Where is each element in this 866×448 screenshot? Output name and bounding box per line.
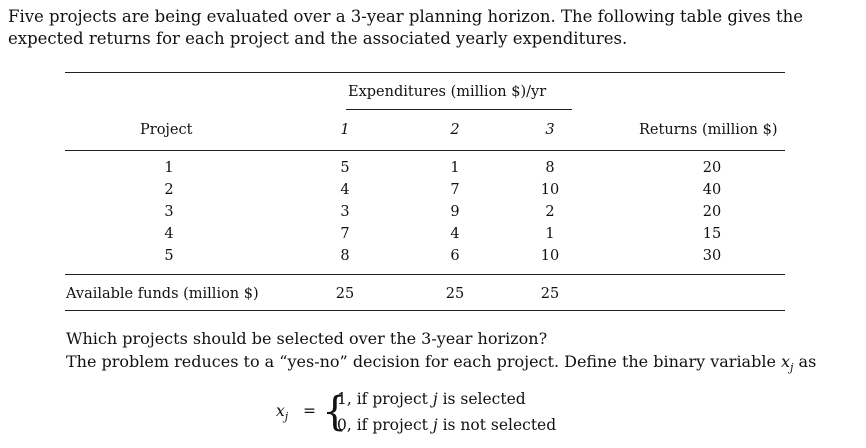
col-header-returns: Returns (million $) [639,122,778,138]
formula-lhs-var: x [276,402,285,420]
question-line-2-suffix: as [793,352,817,371]
cell-year-1: 8 [340,248,350,264]
cell-returns: 40 [702,182,722,198]
case-selected-var: j [432,390,438,408]
case-selected-tail: is selected [437,390,526,408]
col-header-year-2: 2 [450,122,460,138]
cell-project: 5 [164,248,174,264]
cell-year-1: 5 [340,160,350,176]
available-funds-label: Available funds (million $) [66,286,259,302]
case-not-selected-tail: is not selected [437,416,557,434]
cell-year-2: 7 [450,182,460,198]
case-not-selected-value: 0, if project [337,416,433,434]
cell-returns: 20 [702,204,722,220]
funds-year-2: 25 [445,286,465,302]
binary-variable-x: x [781,352,791,371]
expenditures-group-header: Expenditures (million $)/yr [348,84,547,100]
cell-year-3: 1 [545,226,555,242]
col-header-year-3: 3 [545,122,555,138]
cell-project: 4 [164,226,174,242]
cell-project: 1 [164,160,174,176]
cell-year-3: 10 [540,248,560,264]
question-line-1: Which projects should be selected over the 3-year horizon? [66,329,548,348]
cell-returns: 20 [702,160,722,176]
cell-year-1: 3 [340,204,350,220]
formula-equals: = [303,402,316,420]
cell-project: 3 [164,204,174,220]
body-bottom-rule [65,274,785,275]
formula-case-selected [337,390,526,408]
formula-case-not-selected [337,416,556,434]
funds-year-3: 25 [540,286,560,302]
cell-year-3: 2 [545,204,555,220]
cell-year-1: 7 [340,226,350,242]
cell-returns: 30 [702,248,722,264]
funds-year-1: 25 [335,286,355,302]
left-brace-icon: { [322,389,348,435]
case-selected-value: 1, if project [337,390,433,408]
formula-lhs-sub: j [284,410,289,424]
question-line-2 [66,351,816,378]
cell-year-2: 9 [450,204,460,220]
table-bottom-rule [65,310,785,311]
table-top-rule [65,72,785,73]
cell-returns: 15 [702,226,722,242]
cell-year-2: 1 [450,160,460,176]
question-line-2-prefix: The problem reduces to a “yes-no” decision for each project. Define the binary variable [66,352,782,371]
header-bottom-rule [65,150,785,151]
expenditures-underline [346,109,572,110]
col-header-year-1: 1 [340,122,350,138]
case-not-selected-var: j [432,416,438,434]
formula-lhs [276,402,288,423]
cell-year-3: 10 [540,182,560,198]
binary-variable-subscript: j [790,361,794,375]
cell-year-3: 8 [545,160,555,176]
cell-project: 2 [164,182,174,198]
col-header-project: Project [140,122,193,138]
intro-line-2: expected returns for each project and the associated yearly expenditures. [8,29,628,48]
cell-year-1: 4 [340,182,350,198]
intro-line-1: Five projects are being evaluated over a 3-year planning horizon. The following table gives the [8,7,803,26]
cell-year-2: 4 [450,226,460,242]
cell-year-2: 6 [450,248,460,264]
